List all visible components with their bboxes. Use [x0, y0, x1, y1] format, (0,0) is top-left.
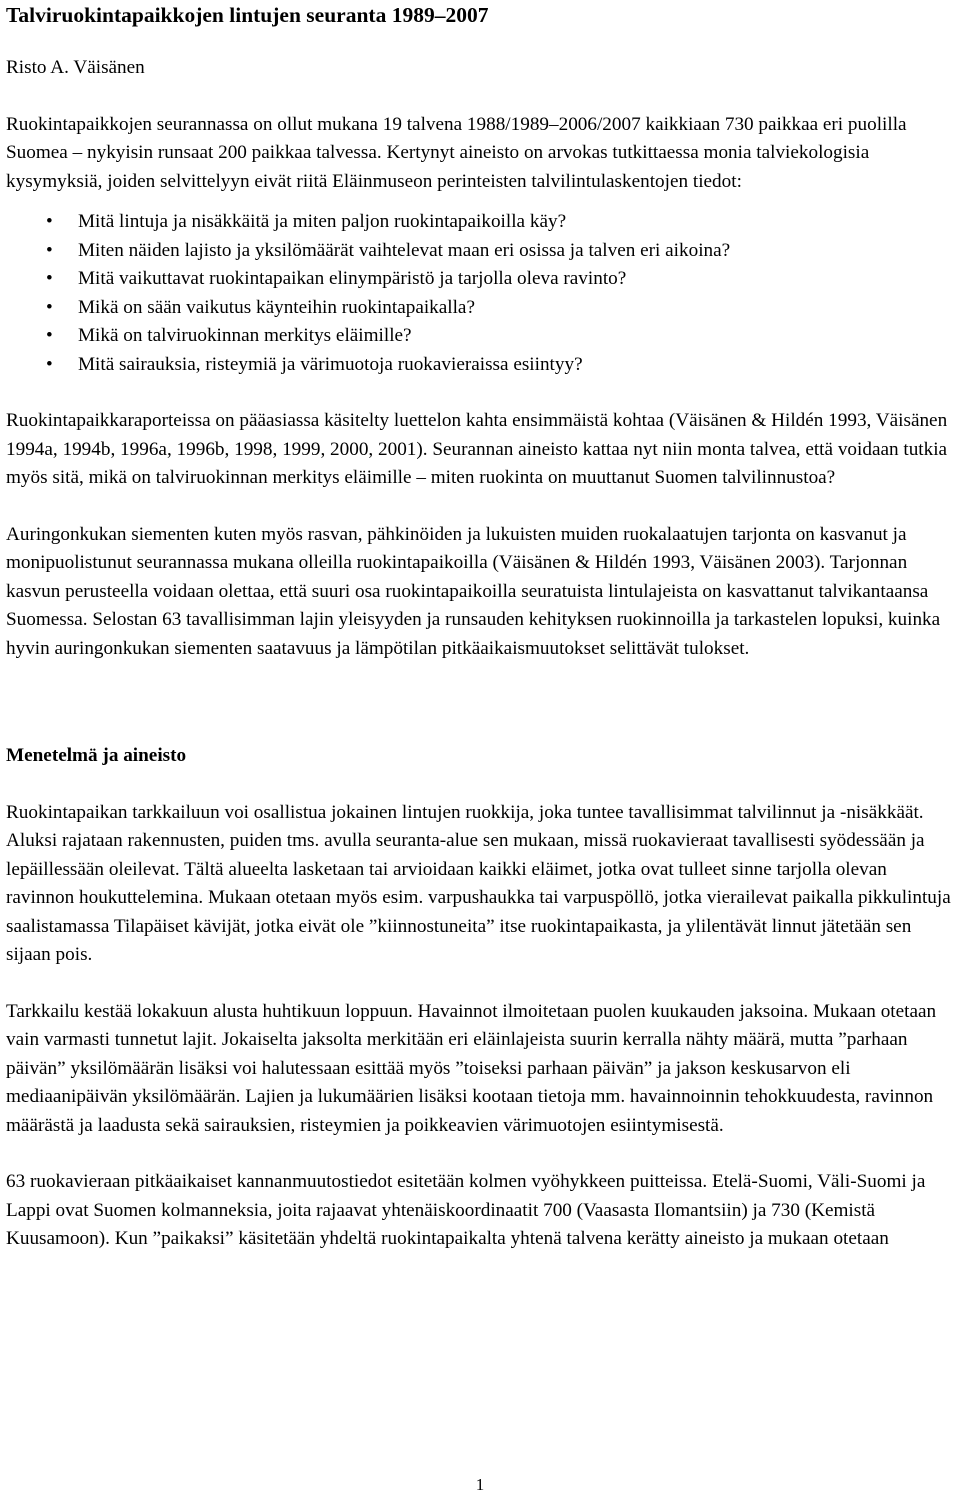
list-item — [6, 265, 954, 294]
document-page — [6, 0, 954, 1254]
bullet-icon: • — [46, 353, 53, 375]
list-item — [6, 351, 954, 380]
document-title: Talviruokintapaikkojen lintujen seuranta 1989–2007 — [6, 3, 489, 27]
list-item-text: Mitä lintuja ja nisäkkäitä ja miten paljon ruokintapaikoilla käy? — [78, 211, 567, 232]
body-paragraph: Tarkkailu kestää lokakuun alusta huhtikuun loppuun. Havainnot ilmoitetaan puolen kuukauden jaksoina. Mukaan otetaan vain varmasti tunnetut lajit. Jokaiselta jaksolta merkitään eri eläinlajeista suurin kerralla nähty määrä, mutta ”parhaan päivän” yksilömäärän lisäksi voi halutessaan esittää myös ”toiseksi parhaan päivän” ja jakson keskusarvon eli mediaanipäivän yksilömäärän. Lajien ja lukumäärien lisäksi kootaan tietoja mm. havainnoinnin tehokkuudesta, ravinnon määrästä ja laadusta sekä sairauksien, risteymien ja poikkeavien värimuotojen esiintymisestä. — [6, 1000, 937, 1136]
section-heading: Menetelmä ja aineisto — [6, 745, 187, 766]
body-paragraph: 63 ruokavieraan pitkäaikaiset kannanmuutostiedot esitetään kolmen vyöhykkeen puitteissa. Etelä-Suomi, Väli-Suomi ja Lappi ovat Suomen kolmanneksia, joita rajaavat yhtenäiskoordinaatit 700 (Vaasasta Ilomantsiin) ja 730 (Kemistä Kuusamoon). Kun ”paikaksi” käsitetään yhdeltä ruokintapaikalta yhtenä talvena kerätty aineisto ja mukaan otetaan — [6, 1171, 926, 1249]
bullet-icon: • — [46, 268, 53, 289]
list-item — [6, 237, 954, 266]
list-item-text: Mitä vaikuttavat ruokintapaikan elinympäristö ja tarjolla oleva ravinto? — [78, 268, 627, 289]
page-number: 1 — [475, 1475, 485, 1494]
list-item — [6, 322, 954, 351]
list-item-text: Mikä on talviruokinnan merkitys eläimille? — [78, 325, 412, 346]
bullet-icon: • — [46, 296, 53, 318]
body-paragraph: Ruokintapaikan tarkkailuun voi osallistua jokainen lintujen ruokkija, joka tuntee tavallisimmat talvilinnut ja -nisäkkäät. Aluksi rajataan rakennusten, puiden tms. avulla seuranta-alue sen mukaan, missä ruokavieraat tavallisesti syödessään ja lepäillessään oleilevat. Tältä alueelta lasketaan tai arvioidaan kaikki eläimet, jotka ovat tulleet sinne tarjolla olevan ravinnon houkuttelemina. Mukaan otetaan myös esim. varpushaukka tai varpuspöllö, jotka vierailevat paikalla pikkulintuja saalistamassa Tilapäiset kävijät, jotka eivät ole ”kiinnostuneita” itse ruokintapaikasta, ja ylilentävät linnut jätetään sen sijaan pois. — [6, 801, 951, 965]
body-paragraph: Auringonkukan siementen kuten myös rasvan, pähkinöiden ja lukuisten muiden ruokalaatujen tarjonta on kasvanut ja monipuolistunut seurannassa mukana olleilla ruokintapaikoilla (Väisänen & Hildén 1993, Väisänen 2003). Tarjonnan kasvun perusteella voidaan olettaa, että suuri osa ruokintapaikoilla seuratuista lintulajeista on kasvattanut talvikantaansa Suomessa. Selostan 63 tavallisimman lajin yleisyyden ja runsauden kehityksen ruokinnoilla ja tarkastelen lopuksi, kuinka hyvin auringonkukan siementen saatavuus ja lämpötilan pitkäaikaismuutokset selittävät tulokset. — [6, 523, 941, 659]
list-item — [6, 294, 954, 323]
list-item — [6, 208, 954, 237]
bullet-icon: • — [46, 239, 53, 261]
list-item-text: Mitä sairauksia, risteymiä ja värimuotoja ruokavieraissa esiintyy? — [78, 353, 583, 375]
author-name: Risto A. Väisänen — [6, 57, 145, 78]
list-item-text: Miten näiden lajisto ja yksilömäärät vaihtelevat maan eri osissa ja talven eri aikoina? — [78, 239, 731, 261]
bullet-icon: • — [46, 325, 53, 346]
bullet-icon: • — [46, 211, 53, 232]
body-paragraph: Ruokintapaikkaraporteissa on pääasiassa käsitelty luettelon kahta ensimmäistä kohtaa (Väisänen & Hildén 1993, Väisänen 1994a, 1994b, 1996a, 1996b, 1998, 1999, 2000, 2001). Seurannan aineisto kattaa nyt niin monta talvea, että voidaan tutkia myös sitä, mikä on talviruokinnan merkitys eläimille – miten ruokinta on muuttanut Suomen talvilinnustoa? — [6, 410, 948, 488]
intro-paragraph: Ruokintapaikkojen seurannassa on ollut mukana 19 talvena 1988/1989–2006/2007 kaikkiaan 730 paikkaa eri puolilla Suomea – nykyisin runsaat 200 paikkaa talvessa. Kertynyt aineisto on arvokas tutkittaessa monia talviekologisia kysymyksiä, joiden selvittelyyn eivät riitä Eläinmuseon perinteisten talvilintulaskentojen tiedot: — [6, 113, 907, 192]
list-item-text: Mikä on sään vaikutus käynteihin ruokintapaikalla? — [78, 296, 475, 318]
question-list — [6, 208, 954, 379]
